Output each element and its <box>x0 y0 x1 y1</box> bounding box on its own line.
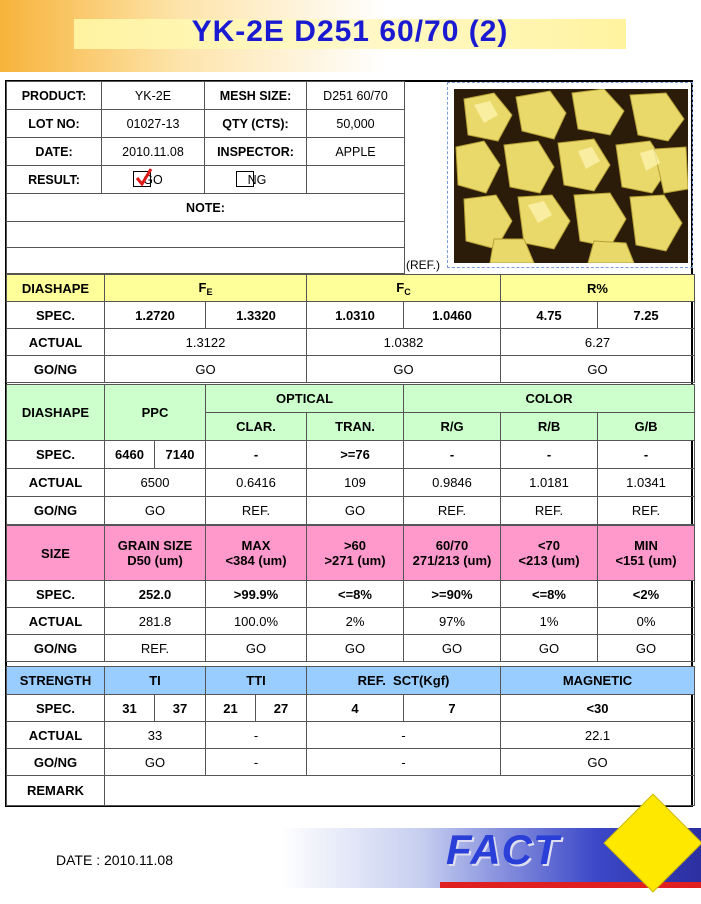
actual-cell: 1% <box>501 608 598 635</box>
date-label: DATE: <box>7 138 102 166</box>
max-header: MAX <384 (um) <box>206 526 307 581</box>
spec-cell: - <box>598 441 695 469</box>
actual-cell: 0.6416 <box>206 469 307 497</box>
ref-label: (REF.) <box>406 258 440 272</box>
actual-cell: - <box>307 722 501 749</box>
result-label: RESULT: <box>7 166 102 194</box>
spec-cell: 27 <box>256 695 307 722</box>
mesh-value: D251 60/70 <box>307 82 405 110</box>
actual-cell: - <box>206 722 307 749</box>
rg-header: R/G <box>404 413 501 441</box>
gong-label: GO/NG <box>7 356 105 383</box>
remark-value <box>105 776 695 806</box>
spec-cell: 4 <box>307 695 404 722</box>
spec-cell: - <box>206 441 307 469</box>
actual-label: ACTUAL <box>7 329 105 356</box>
gb-header: G/B <box>598 413 695 441</box>
optical-color-table <box>6 384 695 525</box>
actual-cell: 281.8 <box>105 608 206 635</box>
actual-cell: 1.3122 <box>105 329 307 356</box>
spec-cell: 7 <box>404 695 501 722</box>
remark-label: REMARK <box>7 776 105 806</box>
actual-cell: 1.0181 <box>501 469 598 497</box>
spec-cell: 1.2720 <box>105 302 206 329</box>
gt60-header: >60 >271 (um) <box>307 526 404 581</box>
result-ng: NG <box>205 166 307 194</box>
min-header: MIN <151 (um) <box>598 526 695 581</box>
gong-cell: REF. <box>404 497 501 525</box>
grain-size-header: GRAIN SIZE D50 (um) <box>105 526 206 581</box>
t2-diashape-header: DIASHAPE <box>7 385 105 441</box>
actual-cell: 2% <box>307 608 404 635</box>
gong-cell: - <box>206 749 307 776</box>
note-label: NOTE: <box>7 194 405 222</box>
spec-cell: <=8% <box>307 581 404 608</box>
actual-label: ACTUAL <box>7 469 105 497</box>
actual-cell: 97% <box>404 608 501 635</box>
spec-cell: 1.0460 <box>404 302 501 329</box>
ti-header: TI <box>105 667 206 695</box>
qty-label: QTY (CTS): <box>205 110 307 138</box>
tti-header: TTI <box>206 667 307 695</box>
size-header: SIZE <box>7 526 105 581</box>
lot-value: 01027-13 <box>102 110 205 138</box>
t1-diashape-header: DIASHAPE <box>7 275 105 302</box>
fc-header: $F_C$ <box>307 275 501 302</box>
gong-cell: REF. <box>501 497 598 525</box>
note-line-1 <box>7 222 405 248</box>
actual-cell: 22.1 <box>501 722 695 749</box>
strength-table <box>6 666 695 806</box>
spec-cell: >99.9% <box>206 581 307 608</box>
lt70-header: <70 <213 (um) <box>501 526 598 581</box>
spec-label: SPEC. <box>7 441 105 469</box>
actual-cell: 100.0% <box>206 608 307 635</box>
optical-header: OPTICAL <box>206 385 404 413</box>
go-checkbox[interactable] <box>133 171 151 187</box>
strength-header: STRENGTH <box>7 667 105 695</box>
spec-cell: >=76 <box>307 441 404 469</box>
spec-cell: <30 <box>501 695 695 722</box>
gong-cell: GO <box>105 497 206 525</box>
tran-header: TRAN. <box>307 413 404 441</box>
gong-cell: GO <box>206 635 307 662</box>
gong-cell: GO <box>501 635 598 662</box>
product-label: PRODUCT: <box>7 82 102 110</box>
checkmark-icon <box>135 168 153 186</box>
actual-cell: 1.0341 <box>598 469 695 497</box>
gong-cell: REF. <box>598 497 695 525</box>
actual-cell: 6.27 <box>501 329 695 356</box>
date-value: 2010.11.08 <box>102 138 205 166</box>
spec-cell: 21 <box>206 695 256 722</box>
footer-date: DATE : 2010.11.08 <box>56 852 173 868</box>
gong-cell: GO <box>105 356 307 383</box>
clar-header: CLAR. <box>206 413 307 441</box>
page-title: YK-2E D251 60/70 (2) <box>191 15 509 48</box>
lot-label: LOT NO: <box>7 110 102 138</box>
result-go: GO <box>102 166 205 194</box>
spec-cell: 37 <box>155 695 206 722</box>
fe-fc-table <box>6 274 695 383</box>
spec-cell: 7140 <box>155 441 206 469</box>
gong-cell: GO <box>307 635 404 662</box>
gong-label: GO/NG <box>7 635 105 662</box>
gong-cell: GO <box>307 356 501 383</box>
spec-cell: - <box>404 441 501 469</box>
actual-cell: 6500 <box>105 469 206 497</box>
sample-photo <box>447 82 693 268</box>
mesh-label: MESH SIZE: <box>205 82 307 110</box>
actual-cell: 1.0382 <box>307 329 501 356</box>
gong-cell: GO <box>307 497 404 525</box>
sct-header: REF. SCT(Kgf) <box>307 667 501 695</box>
r-percent-header: R% <box>501 275 695 302</box>
gong-cell: GO <box>501 356 695 383</box>
rb-header: R/B <box>501 413 598 441</box>
fact-logo: FACT <box>446 826 560 873</box>
color-header: COLOR <box>404 385 695 413</box>
spec-cell: 7.25 <box>598 302 695 329</box>
inspector-value: APPLE <box>307 138 405 166</box>
spec-label: SPEC. <box>7 302 105 329</box>
magnetic-header: MAGNETIC <box>501 667 695 695</box>
ng-checkbox[interactable] <box>236 171 254 187</box>
diamond-grains-image <box>454 89 688 263</box>
gong-label: GO/NG <box>7 497 105 525</box>
gong-cell: GO <box>501 749 695 776</box>
spec-cell: <2% <box>598 581 695 608</box>
spec-cell: 4.75 <box>501 302 598 329</box>
inspector-label: INSPECTOR: <box>205 138 307 166</box>
gong-cell: - <box>307 749 501 776</box>
size-table <box>6 525 695 662</box>
spec-cell: 1.0310 <box>307 302 404 329</box>
gong-label: GO/NG <box>7 749 105 776</box>
gong-cell: REF. <box>206 497 307 525</box>
spec-label: SPEC. <box>7 581 105 608</box>
spec-cell: - <box>501 441 598 469</box>
60-70-header: 60/70 271/213 (um) <box>404 526 501 581</box>
spec-label: SPEC. <box>7 695 105 722</box>
spec-cell: 31 <box>105 695 155 722</box>
gong-cell: GO <box>598 635 695 662</box>
actual-cell: 109 <box>307 469 404 497</box>
actual-cell: 0.9846 <box>404 469 501 497</box>
spec-cell: >=90% <box>404 581 501 608</box>
spec-cell: 1.3320 <box>206 302 307 329</box>
gong-cell: GO <box>404 635 501 662</box>
gong-cell: GO <box>105 749 206 776</box>
ppc-header: PPC <box>105 385 206 441</box>
spec-cell: 6460 <box>105 441 155 469</box>
result-empty <box>307 166 405 194</box>
info-table <box>6 81 405 274</box>
actual-cell: 33 <box>105 722 206 749</box>
fe-header: $F_E$ <box>105 275 307 302</box>
actual-cell: 0% <box>598 608 695 635</box>
actual-label: ACTUAL <box>7 608 105 635</box>
spec-cell: 252.0 <box>105 581 206 608</box>
actual-label: ACTUAL <box>7 722 105 749</box>
qty-value: 50,000 <box>307 110 405 138</box>
gong-cell: REF. <box>105 635 206 662</box>
product-value: YK-2E <box>102 82 205 110</box>
note-line-2 <box>7 248 405 274</box>
spec-cell: <=8% <box>501 581 598 608</box>
